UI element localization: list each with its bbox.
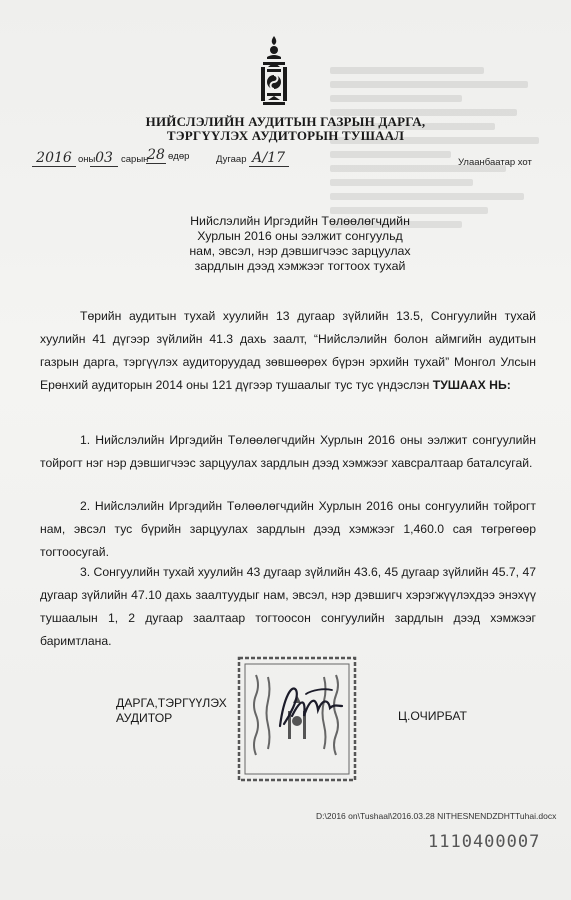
date-year: 2016 оны — [32, 150, 95, 167]
signatory-title-line2: АУДИТОР — [116, 711, 173, 725]
title-line: Хурлын 2016 оны ээлжит сонгуульд — [197, 229, 403, 243]
signatory-name: Ц.ОЧИРБАТ — [398, 709, 467, 723]
title-line: Нийслэлийн Иргэдийн Төлөөлөгчдийн — [190, 214, 410, 228]
city-label: Улаанбаатар хот — [458, 157, 532, 168]
order-item-1: 1. Нийслэлийн Иргэдийн Төлөөлөгчдийн Хурлын 2016 оны ээлжит сонгуулийн тойрогт нэг нэр дэвшигчээс зарцуулах зардлын дээд хэмжээг хавсралтаар баталсугай. — [40, 433, 536, 470]
order-item-2: 2. Нийслэлийн Иргэдийн Төлөөлөгчдийн Хурлын 2016 оны сонгуулийн тойрогт нам, эвсэл тус бүрийн зарцуулах зардлын дээд хэмжээг 1,460.0 сая төгрөгөөр тогтоосугай. — [40, 499, 536, 559]
date-day: 28 өдөр — [147, 147, 190, 163]
serial-number: 1110400007 — [428, 832, 541, 852]
handwritten-signature-icon — [262, 676, 352, 736]
order-item-3: 3. Сонгуулийн тухай хуулийн 43 дугаар зүйлийн 43.6, 45 дугаар зүйлийн 45.7, 47 дугаар зүйлийн 47.10 дахь заалтуудыг нам, эвсэл, нэр дэвшигч хэрэгжүүлэхдээ энэхүү тушаалын 1, 2 дугаар заалтаар тогтоосон сонгуулийн зардлын дээд хэмжээг баримтлана. — [40, 565, 536, 648]
org-title-line2: ТЭРГҮҮЛЭХ АУДИТОРЫН ТУШААЛ — [166, 128, 405, 143]
title-line: нам, эвсэл, нэр дэвшигчээс зарцуулах — [189, 244, 411, 258]
order-title — [150, 214, 450, 274]
file-path: D:\2016 on\Tushaal\2016.03.28 NITHESNENDZDHTTuhai.docx — [316, 811, 557, 821]
order-heading: ТУШААХ НЬ: — [432, 378, 511, 392]
signatory-title — [116, 696, 227, 726]
preamble-paragraph: Төрийн аудитын тухай хуулийн 13 дугаар зүйлийн 13.5, Сонгуулийн тухай хуулийн 41 дүгээр зүйлийн 41.3 дахь заалт, “Нийслэлийн болон аймгийн аудитын газрын дарга, тэргүүлэх аудиторуудад зөвшөөрөх бүрэн эрхийн тухай” Монгол Улсын Ерөнхий аудиторын 2014 оны 121 дүгээр тушаалыг тус тус үндэслэн ТУШААХ НЬ: — [40, 309, 536, 392]
date-month: 03 сарын — [90, 150, 148, 167]
org-title-line1: НИЙСЛЭЛИЙН АУДИТЫН ГАЗРЫН ДАРГА, — [145, 114, 426, 129]
signatory-title-line1: ДАРГА,ТЭРГҮҮЛЭХ — [116, 696, 227, 710]
order-number: Дугаар А/17 — [216, 150, 289, 167]
title-line: зардлын дээд хэмжээг тогтоох тухай — [194, 259, 406, 273]
soyombo-emblem-icon — [258, 36, 290, 112]
